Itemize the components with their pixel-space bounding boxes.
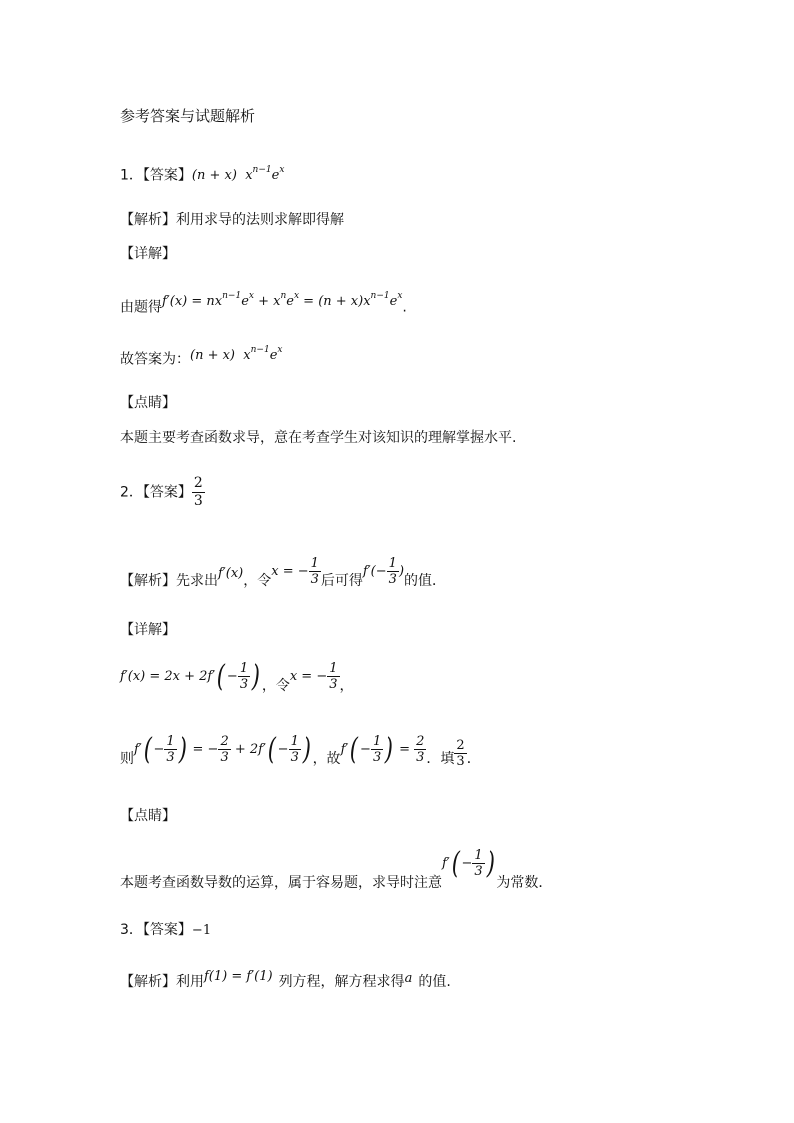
q2-comment-a: 本题考查函数导数的运算，属于容易题，求导时注意 [120, 875, 442, 891]
q2-answer-num: 2 [193, 475, 203, 491]
q1-detail-suffix: . [402, 299, 407, 316]
q1-detail-heading: 【详解】 [120, 246, 176, 262]
q2-comment-math: f′( − $\frac{1}{3}$ ) [442, 845, 495, 881]
q2-step2-answer: $\frac{2}{3}$ [456, 738, 465, 769]
q1-final [120, 346, 282, 370]
q2-analysis-d: 的值． [404, 573, 447, 589]
q1-final-prefix: 故答案为： [120, 351, 190, 368]
q2-analysis [120, 556, 447, 597]
q1-comment: 本题主要考查函数求导，意在考查学生对该知识的理解掌握水平. [120, 430, 517, 446]
q1-analysis: 【解析】利用求导的法则求解即得解 [120, 212, 344, 228]
q1-final-math: (n + x) $x^{n-1}e^x$ [190, 345, 283, 364]
q3-answer-label: 3．【答案】 [120, 922, 192, 938]
q1-answer-label: 1．【答案】 [120, 167, 192, 184]
q2-comment [120, 845, 553, 894]
q2-analysis-fval: f′(− $\frac{1}{3}$ ) [362, 556, 405, 587]
q2-step2-sep: ，故 [312, 751, 341, 767]
q2-step1-math: f′(x) = 2x + 2f′( − $\frac{1}{3}$ ) [120, 658, 261, 694]
q2-comment-b: 为常数． [496, 875, 553, 891]
q1-answer [120, 162, 284, 186]
q3-analysis-c: 的值. [418, 974, 451, 990]
q2-step1-end: ， [339, 678, 354, 694]
q3-answer-value: −1 [191, 923, 212, 938]
q2-comment-heading: 【点睛】 [120, 808, 176, 824]
q2-detail-heading: 【详解】 [120, 622, 176, 638]
q1-detail-prefix: 由题得 [120, 299, 162, 316]
q2-step2-prefix: 则 [120, 751, 134, 767]
q2-step1 [120, 658, 354, 708]
q2-step2-result: f′( − $\frac{1}{3}$ ) = $\frac{2}{3}$ [340, 731, 425, 767]
q2-answer [120, 475, 205, 510]
q2-answer-label: 2．【答案】 [120, 484, 192, 501]
page-title: 参考答案与试题解析 [120, 107, 256, 125]
q3-analysis-math: f(1) = f′(1) [204, 969, 273, 984]
q1-detail-math: $f'(x) = nx^{n-1}e^x + x^ne^x = (n + x)x^{n-1}e^x$ [162, 291, 403, 310]
q3-analysis [120, 969, 451, 993]
q2-analysis-b: ，令 [243, 573, 272, 589]
q2-step2-end: ． [466, 751, 481, 767]
q2-step2-math: f′( − $\frac{1}{3}$ ) = − $\frac{2}{3}$ + 2f′( − $\frac{1}{3}$ ) [134, 731, 311, 767]
q1-comment-heading: 【点睛】 [120, 395, 176, 411]
q1-detail [120, 291, 407, 318]
q3-answer [120, 920, 211, 941]
q2-answer-fraction [192, 475, 205, 510]
q3-analysis-var: a [404, 971, 413, 986]
q2-step1-sep: ，令 [261, 678, 290, 694]
q2-analysis-xeq: x = − $\frac{1}{3}$ [271, 556, 319, 587]
q2-step1-xeq: x = − $\frac{1}{3}$ [289, 661, 338, 692]
q2-analysis-a: 【解析】先求出 [120, 573, 218, 589]
q2-answer-den: 3 [193, 493, 203, 509]
q2-analysis-c: 后可得 [320, 573, 363, 589]
q3-analysis-b: 列方程，解方程求得 [278, 974, 405, 990]
q3-analysis-a: 【解析】利用 [120, 974, 204, 990]
q2-step2-fill: ．填 [426, 751, 455, 767]
q2-analysis-fprime: f′(x) [218, 566, 244, 581]
q1-answer-math: (n + x) $x^{n-1}e^x$ [191, 165, 285, 184]
q2-step2 [120, 731, 481, 783]
